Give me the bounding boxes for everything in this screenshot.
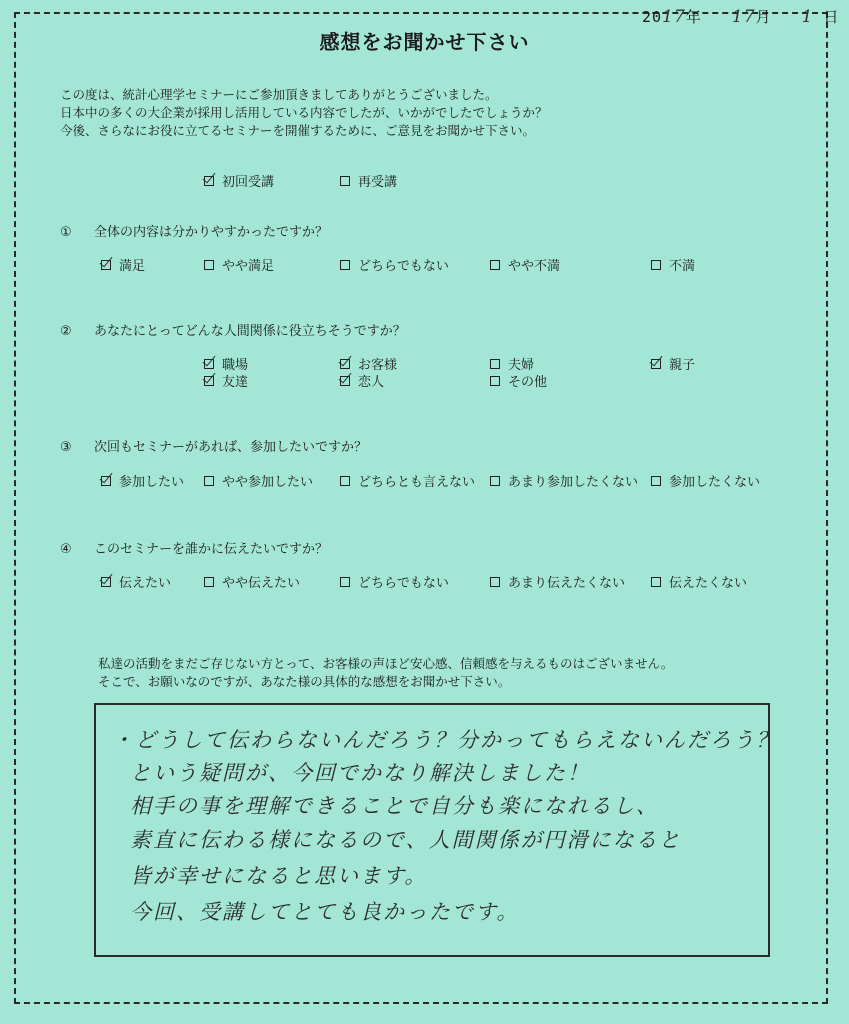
checkbox-icon[interactable]	[651, 476, 661, 486]
checkbox-icon[interactable]	[204, 376, 214, 386]
intro-text	[60, 86, 548, 140]
question-1: ① 全体の内容は分かりやすかったですか？	[60, 225, 329, 240]
checkbox-icon[interactable]	[101, 260, 111, 270]
checkbox-icon[interactable]	[651, 359, 661, 369]
question-2: ② あなたにとってどんな人間関係に役立ちそうですか？	[60, 324, 406, 339]
q4-option-not-really[interactable]: あまり伝えたくない	[490, 572, 625, 591]
date-year-label: 年	[685, 8, 702, 26]
repeat-attendance-option[interactable]: 再受講	[340, 171, 397, 190]
question-3: ③ 次回もセミナーがあれば、参加したいですか？	[60, 440, 368, 455]
q2-option-friends[interactable]: 友達	[204, 371, 248, 390]
q3-option-want-to-join[interactable]: 参加したい	[101, 471, 184, 490]
checkbox-icon[interactable]	[204, 476, 214, 486]
checkbox-icon[interactable]	[340, 376, 350, 386]
q3-option-neutral[interactable]: どちらとも言えない	[340, 471, 475, 490]
q3-option-not-really[interactable]: あまり参加したくない	[490, 471, 638, 490]
checkbox-icon[interactable]	[651, 577, 661, 587]
checkbox-icon[interactable]	[204, 260, 214, 270]
intro-line: 日本中の多くの大企業が採用し活用している内容でしたが、いかがでしたでしょうか？	[60, 105, 548, 120]
q2-option-parent-child[interactable]: 親子	[651, 354, 695, 373]
page-title: 感想をお聞かせ下さい	[319, 30, 530, 54]
checkbox-icon[interactable]	[340, 260, 350, 270]
question-4: ④ このセミナーを誰かに伝えたいですか？	[60, 542, 329, 557]
q1-option-dissatisfied[interactable]: 不満	[651, 255, 695, 274]
handwritten-line: 素直に伝わる様になるので、人間関係が円滑になると	[130, 828, 682, 852]
date-month-label: 月	[755, 8, 772, 26]
q2-option-partner[interactable]: 恋人	[340, 371, 384, 390]
handwritten-line: ・どうして伝わらないんだろう？分かってもらえないんだろう？	[112, 728, 779, 752]
date-day-label: 日	[823, 8, 840, 26]
checkbox-icon[interactable]	[340, 577, 350, 587]
checkbox-icon[interactable]	[101, 476, 111, 486]
q4-option-neutral[interactable]: どちらでもない	[340, 572, 449, 591]
q2-option-customers[interactable]: お客様	[340, 354, 397, 373]
date-month-handwritten[interactable]: 17	[731, 7, 756, 27]
q4-option-do-not-want[interactable]: 伝えたくない	[651, 572, 747, 591]
checkbox-icon[interactable]	[204, 176, 214, 186]
checkbox-icon[interactable]	[490, 260, 500, 270]
q2-option-workplace[interactable]: 職場	[204, 354, 248, 373]
date-day-handwritten[interactable]: 1	[801, 7, 814, 27]
closing-line: そこで、お願いなのですが、あなた様の具体的な感想をお聞かせ下さい。	[98, 674, 511, 689]
first-attendance-option[interactable]: 初回受講	[204, 171, 274, 190]
q4-option-somewhat-want[interactable]: やや伝えたい	[204, 572, 300, 591]
date-year-handwritten[interactable]: 17	[662, 7, 686, 27]
handwritten-line: 相手の事を理解できることで自分も楽になれるし、	[130, 794, 659, 818]
q2-option-other[interactable]: その他	[490, 371, 547, 390]
closing-text	[98, 655, 673, 691]
checkbox-icon[interactable]	[340, 476, 350, 486]
checkbox-icon[interactable]	[490, 359, 500, 369]
checkbox-icon[interactable]	[340, 359, 350, 369]
checkbox-icon[interactable]	[490, 476, 500, 486]
intro-line: この度は、統計心理学セミナーにご参加頂きましてありがとうございました。	[60, 87, 498, 102]
date-line	[642, 6, 839, 27]
closing-line: 私達の活動をまだご存じない方とって、お客様の声ほど安心感、信頼感を与えるものはございません。	[98, 656, 674, 671]
q4-option-want-to-tell[interactable]: 伝えたい	[101, 572, 171, 591]
checkbox-icon[interactable]	[490, 376, 500, 386]
checkbox-icon[interactable]	[204, 359, 214, 369]
intro-line: 今後、さらなにお役に立てるセミナーを開催するために、ご意見をお聞かせ下さい。	[60, 123, 536, 138]
q1-option-satisfied[interactable]: 満足	[101, 255, 145, 274]
q1-option-somewhat-dissatisfied[interactable]: やや不満	[490, 255, 560, 274]
q3-option-do-not-want[interactable]: 参加したくない	[651, 471, 760, 490]
q2-option-spouse[interactable]: 夫婦	[490, 354, 534, 373]
handwritten-line: という疑問が、今回でかなり解決しました！	[130, 761, 590, 785]
checkbox-icon[interactable]	[340, 176, 350, 186]
checkbox-icon[interactable]	[101, 577, 111, 587]
checkbox-icon[interactable]	[651, 260, 661, 270]
checkbox-icon[interactable]	[490, 577, 500, 587]
checkbox-icon[interactable]	[204, 577, 214, 587]
handwritten-line: 今回、受講してとても良かったです。	[130, 900, 520, 924]
handwritten-line: 皆が幸せになると思います。	[130, 864, 428, 888]
q1-option-somewhat-satisfied[interactable]: やや満足	[204, 255, 274, 274]
date-year-prefix: 20	[642, 8, 663, 26]
q1-option-neutral[interactable]: どちらでもない	[340, 255, 449, 274]
q3-option-somewhat-want[interactable]: やや参加したい	[204, 471, 313, 490]
